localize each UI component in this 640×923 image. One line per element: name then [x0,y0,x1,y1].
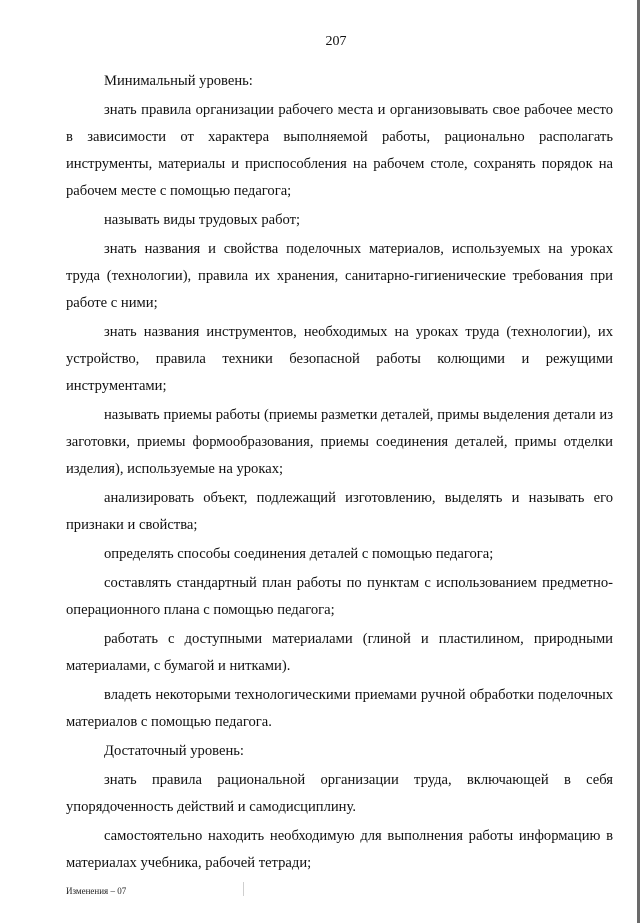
paragraph: знать правила организации рабочего места и организовывать свое рабочее место в зависимости от характера выполняемой работы, рационально располагать инструменты, материалы и приспособления на рабочем столе, сохранять порядок на рабочем месте с помощью педагога; [66,102,613,199]
paragraph: владеть некоторыми технологическими приемами ручной обработки поделочных материалов с помощью педагога. [66,687,613,730]
paragraph: называть виды трудовых работ; [104,212,301,228]
paragraph: называть приемы работы (приемы разметки деталей, примы выделения детали из заготовки, приемы формообразования, приемы соединения деталей, примы отделки изделия), используемые на уроках; [66,407,613,477]
paragraph: знать правила рациональной организации труда, включающей в себя упорядоченность действий и самодисциплину. [66,772,613,815]
document-body [66,68,613,879]
page-footer: Изменения – 07 [66,886,127,896]
paragraph: анализировать объект, подлежащий изготовлению, выделять и называть его признаки и свойства; [66,490,613,533]
paragraph: самостоятельно находить необходимую для выполнения работы информацию в материалах учебника, рабочей тетради; [66,828,613,871]
page-number: 207 [325,34,347,49]
paragraph: составлять стандартный план работы по пунктам с использованием предметно-операционного плана с помощью педагога; [66,575,613,618]
paragraph: знать названия инструментов, необходимых на уроках труда (технологии), их устройство, правила техники безопасной работы колющими и режущими инструментами; [66,324,613,394]
paragraph: работать с доступными материалами (глиной и пластилином, природными материалами, с бумагой и нитками). [66,631,613,674]
paragraph: определять способы соединения деталей с помощью педагога; [104,546,494,562]
paragraph: знать названия и свойства поделочных материалов, используемых на уроках труда (технологии), правила их хранения, санитарно-гигиенические требования при работе с ними; [66,241,613,311]
paragraph-level-sufficient-heading: Достаточный уровень: [104,743,244,759]
paragraph-level-minimal-heading: Минимальный уровень: [104,73,253,89]
scan-artifact [243,882,244,896]
